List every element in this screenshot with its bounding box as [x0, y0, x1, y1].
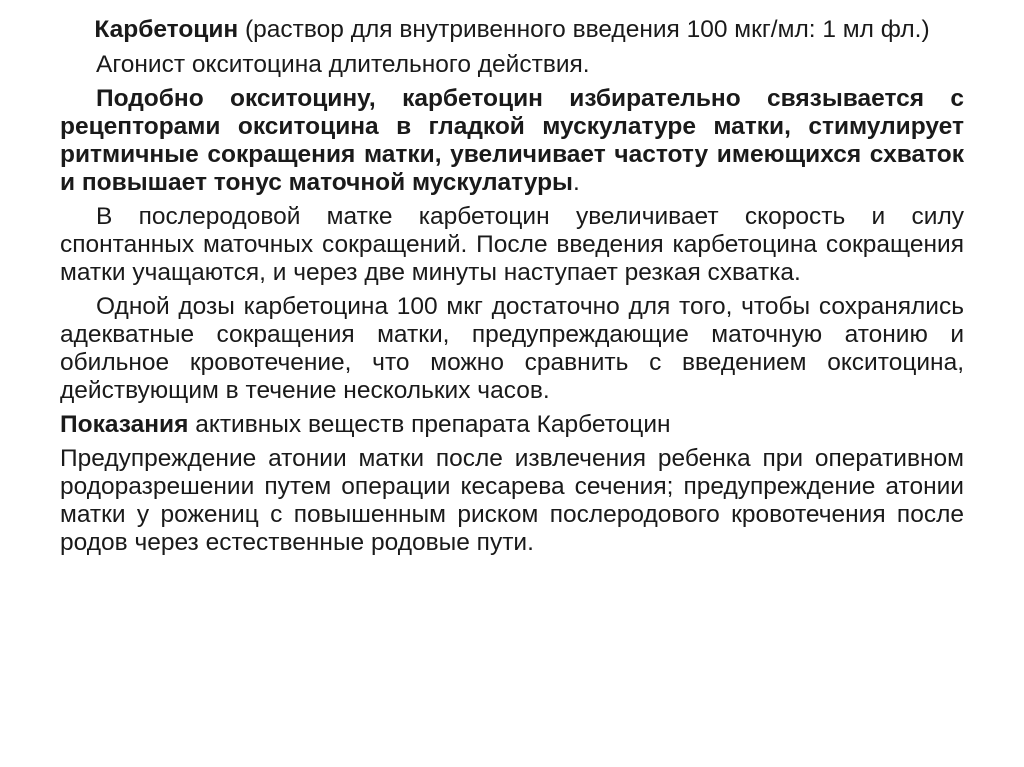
paragraph-postpartum: В послеродовой матке карбетоцин увеличивает скорость и силу спонтанных маточных сокращений. После введения карбетоцина сокращения матки учащаются, и через две минуты наступает резкая схватка. [60, 203, 964, 286]
indications-text: Предупреждение атонии матки после извлечения ребенка при оперативном родоразрешении путем операции кесарева сечения; предупреждение атонии матки у рожениц с повышенным риском послеродового кровотечения после родов через естественные родовые пути. [60, 445, 964, 556]
slide-content [60, 16, 964, 563]
paragraph-mechanism [60, 85, 964, 197]
paragraph-description: Агонист окситоцина длительного действия. [96, 51, 590, 78]
page-title [60, 16, 964, 44]
indications-label: Показания [60, 411, 189, 438]
drug-name: Карбетоцин [94, 16, 239, 43]
paragraph-dose: Одной дозы карбетоцина 100 мкг достаточно для того, чтобы сохранялись адекватные сокращения матки, предупреждающие маточную атонию и обильное кровотечение, что можно сравнить с введением окситоцина, действующим в течение нескольких часов. [60, 293, 964, 404]
indications-heading [60, 411, 964, 439]
indications-title-rest: активных веществ препарата Карбетоцин [188, 411, 671, 438]
drug-form: (раствор для внутривенного введения 100 мкг/мл: 1 мл фл.) [238, 16, 930, 43]
mechanism-text: Подобно окситоцину, карбетоцин избирательно связывается с рецепторами окситоцина в гладкой мускулатуре матки, стимулирует ритмичные сокращения матки, увеличивает частоту имеющихся схваток и повышает тонус маточной мускулатуры [60, 85, 964, 196]
mechanism-end: . [572, 169, 580, 196]
